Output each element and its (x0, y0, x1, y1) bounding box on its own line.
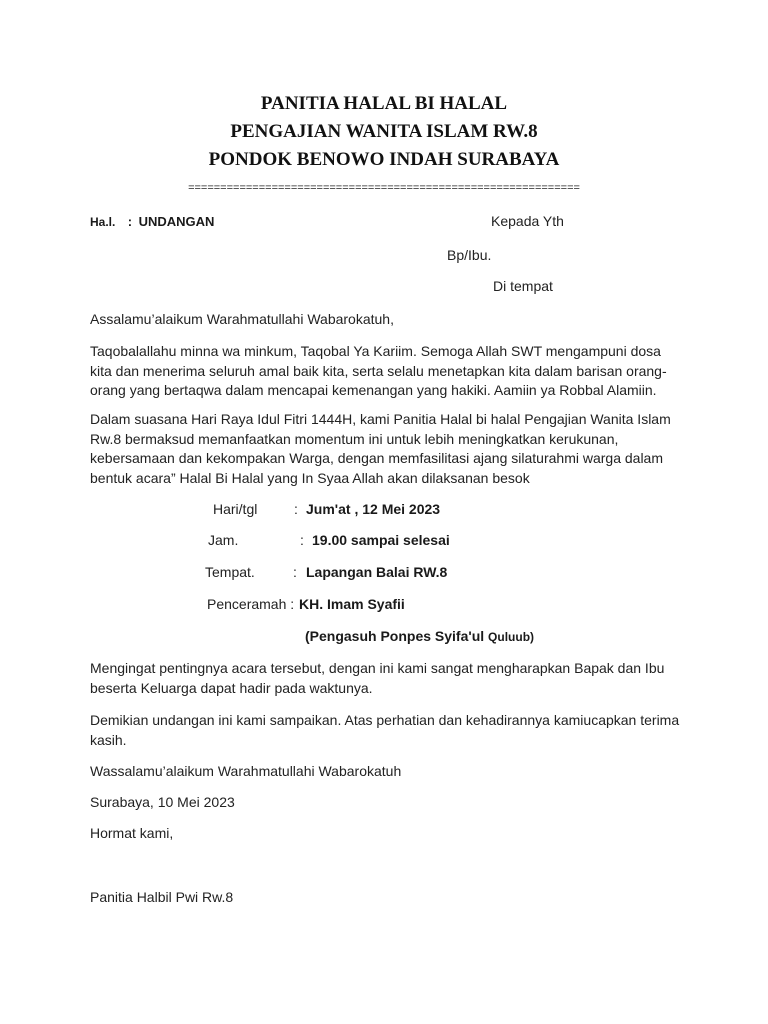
closing-greeting: Wassalamu’alaikum Warahmatullahi Wabarokatuh (90, 763, 402, 779)
day-value: Jum'at , 12 Mei 2023 (306, 501, 441, 517)
speaker-affiliation-main: (Pengasuh Ponpes Syifa'ul (305, 628, 485, 644)
header-organization: PENGAJIAN WANITA ISLAM RW.8 (230, 121, 538, 142)
addressee-line-2: Bp/Ibu. (447, 247, 492, 263)
paragraph-request: Mengingat pentingnya acara tersebut, dengan ini kami sangat mengharapkan Bapak dan Ibu beserta Keluarga dapat hadir pada waktunya. (90, 660, 665, 696)
time-value: 19.00 sampai selesai (312, 532, 450, 548)
subject-line (90, 213, 214, 231)
subject-value: UNDANGAN (138, 214, 215, 229)
day-label: Hari/tgl (213, 501, 258, 517)
opening-greeting: Assalamu’alaikum Warahmatullahi Wabarokatuh, (90, 311, 394, 327)
speaker-label: Penceramah : (207, 596, 295, 612)
time-separator: : (300, 532, 304, 548)
addressee-line-1: Kepada Yth (491, 213, 564, 229)
place-value: Lapangan Balai RW.8 (306, 564, 448, 580)
header-divider: ============================================================= (188, 182, 580, 194)
paragraph-purpose: Dalam suasana Hari Raya Idul Fitri 1444H, kami Panitia Halal bi halal Pengajian Wanita Islam Rw.8 bermaksud memanfaatkan momentum ini untuk lebih meningkatkan kerukunan, kebersamaan dan kekompakan Warga, dengan memfasilitasi ajang silaturahmi warga dalam bentuk acara” Halal Bi Halal yang In Syaa Allah akan dilaksanan besok (90, 411, 671, 486)
place-label: Tempat. (205, 564, 255, 580)
time-label: Jam. (208, 532, 239, 548)
header-location: PONDOK BENOWO INDAH SURABAYA (208, 149, 560, 170)
addressee-line-3: Di tempat (493, 278, 553, 294)
header-committee: PANITIA HALAL BI HALAL (260, 93, 508, 114)
regards: Hormat kami, (90, 825, 174, 841)
subject-separator: : (127, 214, 133, 229)
letter-header (0, 90, 768, 174)
place-and-date: Surabaya, 10 Mei 2023 (90, 794, 235, 810)
speaker-value: KH. Imam Syafii (299, 596, 405, 612)
paragraph-thanks: Demikian undangan ini kami sampaikan. Atas perhatian dan kehadirannya kamiucapkan terima kasih. (90, 712, 680, 748)
speaker-affiliation (305, 627, 534, 647)
speaker-affiliation-tail: Quluub) (488, 630, 535, 644)
signature: Panitia Halbil Pwi Rw.8 (90, 889, 234, 905)
subject-label: Ha.l. (90, 215, 116, 229)
day-separator: : (294, 501, 298, 517)
place-separator: : (293, 564, 297, 580)
paragraph-prayer: Taqobalallahu minna wa minkum, Taqobal Ya Kariim. Semoga Allah SWT mengampuni dosa kita dan menerima seluruh amal baik kita, serta selalu menetapkan kita dalam barisan orang-orang yang bertaqwa dalam mencapai kemenangan yang hakiki. Aamiin ya Robbal Alamiin. (90, 343, 667, 398)
